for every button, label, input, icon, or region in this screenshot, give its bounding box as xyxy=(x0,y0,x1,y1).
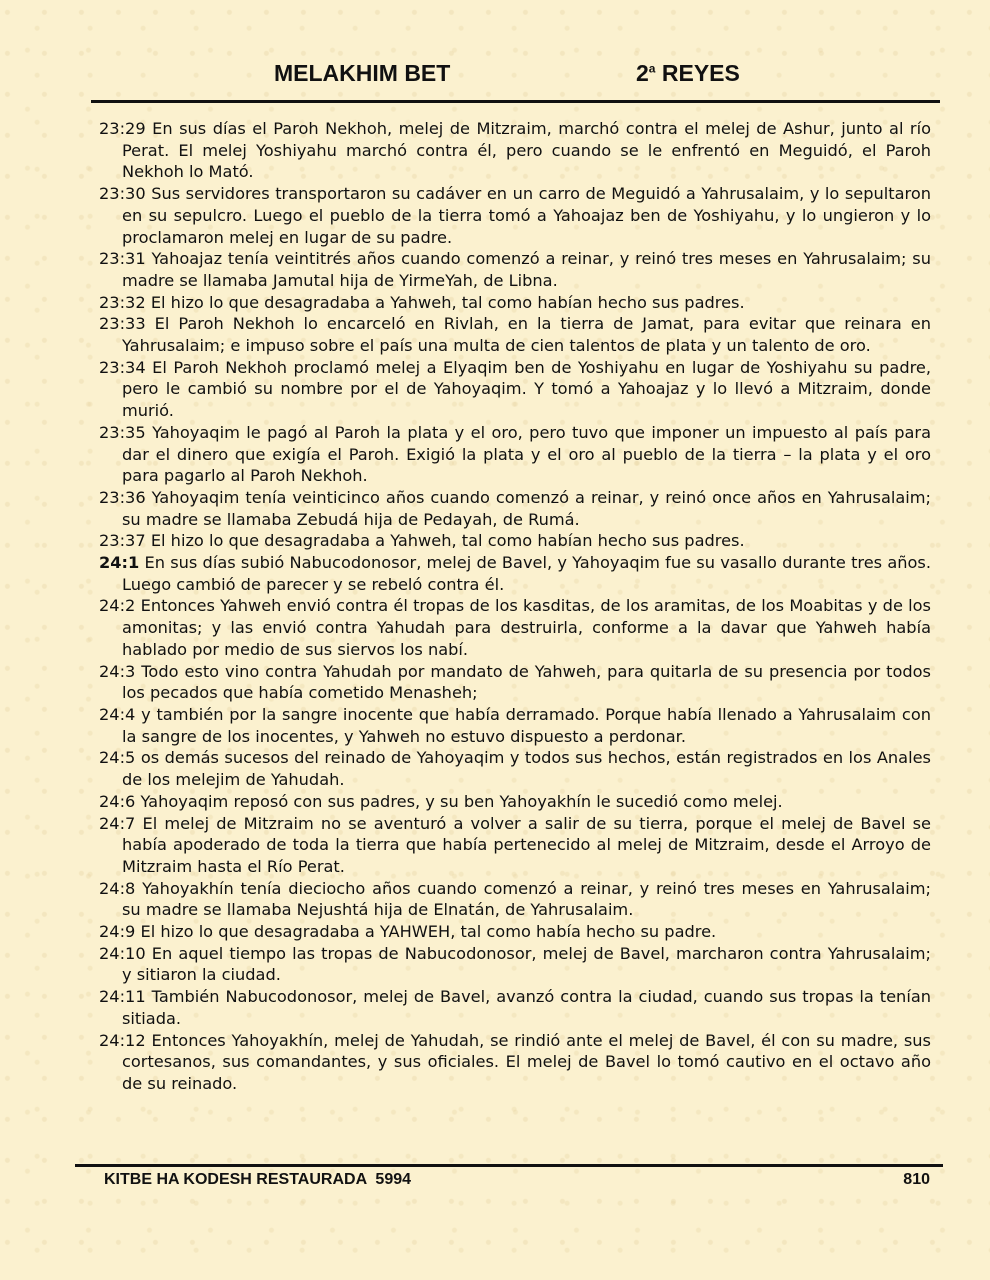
book-title-spanish xyxy=(636,60,740,87)
verse-text: Sus servidores transportaron su cadáver en un carro de Meguidó a Yahrusalaim, y lo sepultaron en su sepulcro. Luego el pueblo de la tierra tomó a Yahoajaz ben de Yoshiyahu, y lo ungieron y lo proclamaron melej en lugar de su padre. xyxy=(122,184,931,247)
verse-list xyxy=(99,118,931,1095)
verse-ref: 24:6 xyxy=(99,791,136,811)
verse-text: Yahoyakhín tenía dieciocho años cuando comenzó a reinar, y reinó tres meses en Yahrusalaim; su madre se llamaba Nejushtá hija de Elnatán, de Yahrusalaim. xyxy=(122,878,931,920)
verse-ref: 23:33 xyxy=(99,314,146,334)
verse-text: También Nabucodonosor, melej de Bavel, avanzó contra la ciudad, cuando sus tropas la tenían sitiada. xyxy=(122,987,931,1028)
verse-ref: 24:10 xyxy=(99,943,146,963)
verse-text: El hizo lo que desagradaba a YAHWEH, tal como había hecho su padre. xyxy=(140,922,717,942)
verse xyxy=(99,530,931,552)
verse-ref: 23:29 xyxy=(99,119,146,138)
verse xyxy=(99,878,931,921)
verse-text: El Paroh Nekhoh proclamó melej a Elyaqim ben de Yoshiyahu en lugar de Yoshiyahu su padre, pero le cambió su nombre por el de Yahoyaqim. Y tomó a Yahoajaz y lo llevó a Mitzraim, donde murió. xyxy=(122,357,931,421)
verse-text: os demás sucesos del reinado de Yahoyaqim y todos sus hechos, están registrados en los Anales de los melejim de Yahudah. xyxy=(122,748,931,790)
verse xyxy=(99,422,931,487)
verse xyxy=(99,661,931,704)
verse-ref: 24:1 xyxy=(99,553,140,573)
verse-text: Yahoyaqim reposó con sus padres, y su ben Yahoyakhín le sucedió como melej. xyxy=(140,791,783,811)
verse-text: El hizo lo que desagradaba a Yahweh, tal como habían hecho sus padres. xyxy=(150,292,745,312)
verse xyxy=(99,595,931,660)
verse-text: El Paroh Nekhoh lo encarceló en Rivlah, en la tierra de Jamat, para evitar que reinara en Yahrusalaim; e impuso sobre el país una multa de cien talentos de plata y un talento de oro. xyxy=(122,314,931,356)
verse-text: Yahoajaz tenía veintitrés años cuando comenzó a reinar, y reinó tres meses en Yahrusalaim; su madre se llamaba Jamutal hija de YirmeYah, de Libna. xyxy=(122,249,931,290)
verse-ref: 24:12 xyxy=(99,1030,146,1050)
verse xyxy=(99,552,931,595)
book-title-hebrew: MELAKHIM BET xyxy=(274,60,451,86)
verse-ref: 24:5 xyxy=(99,748,136,768)
header-rule xyxy=(91,100,940,103)
verse-text: En sus días subió Nabucodonosor, melej de Bavel, y Yahoyaqim fue su vasallo durante tres años. Luego cambió de parecer y se rebeló contra él. xyxy=(122,553,931,594)
verse-ref: 24:11 xyxy=(99,987,146,1007)
verse xyxy=(99,248,931,291)
verse-ref: 23:30 xyxy=(99,184,146,204)
verse-text: y también por la sangre inocente que había derramado. Porque había llenado a Yahrusalaim con la sangre de los inocentes, y Yahweh no estuvo dispuesto a perdonar. xyxy=(122,704,931,746)
verse-text: En aquel tiempo las tropas de Nabucodonosor, melej de Bavel, marcharon contra Yahrusalaim; y sitiaron la ciudad. xyxy=(122,943,931,985)
book-number: 2 xyxy=(636,60,649,86)
verse-text: Entonces Yahoyakhín, melej de Yahudah, se rindió ante el melej de Bavel, él con su madre, sus cortesanos, sus comandantes, y sus oficiales. El melej de Bavel lo tomó cautivo en el octavo año de su reinado. xyxy=(122,1030,931,1093)
verse-text: Yahoyaqim le pagó al Paroh la plata y el oro, pero tuvo que imponer un impuesto al país para dar el dinero que exigía el Paroh. Exigió la plata y el oro al pueblo de la tierra – la plata y el oro para pagarlo al Paroh Nekhoh. xyxy=(122,422,931,486)
verse xyxy=(99,986,931,1029)
footer-rule xyxy=(75,1164,943,1167)
verse-text: Yahoyaqim tenía veinticinco años cuando comenzó a reinar, y reinó once años en Yahrusalaim; su madre se llamaba Zebudá hija de Pedayah, de Rumá. xyxy=(122,487,931,529)
verse xyxy=(99,487,931,530)
verse-text: Entonces Yahweh envió contra él tropas de los kasditas, de los aramitas, de los Moabitas y de los amonitas; y las envió contra Yahudah para destruirla, conforme a la davar que Yahweh había hablado por medio de sus siervos los nabí. xyxy=(122,596,931,659)
verse-ref: 23:31 xyxy=(99,249,146,269)
verse-ref: 23:36 xyxy=(99,487,146,507)
verse-text: El melej de Mitzraim no se aventuró a volver a salir de su tierra, porque el melej de Bavel se había apoderado de toda la tierra que había pertenecido al melej de Mitzraim, desde el Arroyo de Mitzraim hasta el Río Perat. xyxy=(122,813,931,876)
footer-title: KITBE HA KODESH RESTAURADA 5994 xyxy=(104,1171,412,1188)
verse xyxy=(99,357,931,422)
verse-text: Todo esto vino contra Yahudah por mandato de Yahweh, para quitarla de su presencia por todos los pecados que había cometido Menasheh; xyxy=(122,661,931,703)
book-name: REYES xyxy=(661,60,740,86)
verse xyxy=(99,747,931,790)
verse xyxy=(99,292,931,314)
verse xyxy=(99,183,931,248)
verse-text: En sus días el Paroh Nekhoh, melej de Mitzraim, marchó contra el melej de Ashur, junto al río Perat. El melej Yoshiyahu marchó contra él, pero cuando se le enfrentó en Meguidó, el Paroh Nekhoh lo Mató. xyxy=(122,119,931,182)
verse xyxy=(99,1030,931,1095)
verse-ref: 23:32 xyxy=(99,292,146,312)
verse xyxy=(99,921,931,943)
verse-ref: 23:34 xyxy=(99,357,146,377)
verse-ref: 24:8 xyxy=(99,878,136,898)
verse xyxy=(99,313,931,356)
verse xyxy=(99,118,931,183)
book-ordinal: a xyxy=(648,61,656,76)
verse xyxy=(99,791,931,813)
verse-ref: 23:37 xyxy=(99,531,146,551)
verse-ref: 24:9 xyxy=(99,922,136,942)
verse-ref: 24:7 xyxy=(99,813,136,833)
page-number: 810 xyxy=(903,1171,930,1188)
verse xyxy=(99,943,931,986)
verse-ref: 23:35 xyxy=(99,422,146,442)
verse xyxy=(99,813,931,878)
verse xyxy=(99,704,931,747)
verse-text: El hizo lo que desagradaba a Yahweh, tal como habían hecho sus padres. xyxy=(150,531,745,551)
verse-ref: 24:3 xyxy=(99,661,136,681)
page-header xyxy=(0,58,990,92)
verse-ref: 24:2 xyxy=(99,596,136,616)
verse-ref: 24:4 xyxy=(99,704,136,724)
